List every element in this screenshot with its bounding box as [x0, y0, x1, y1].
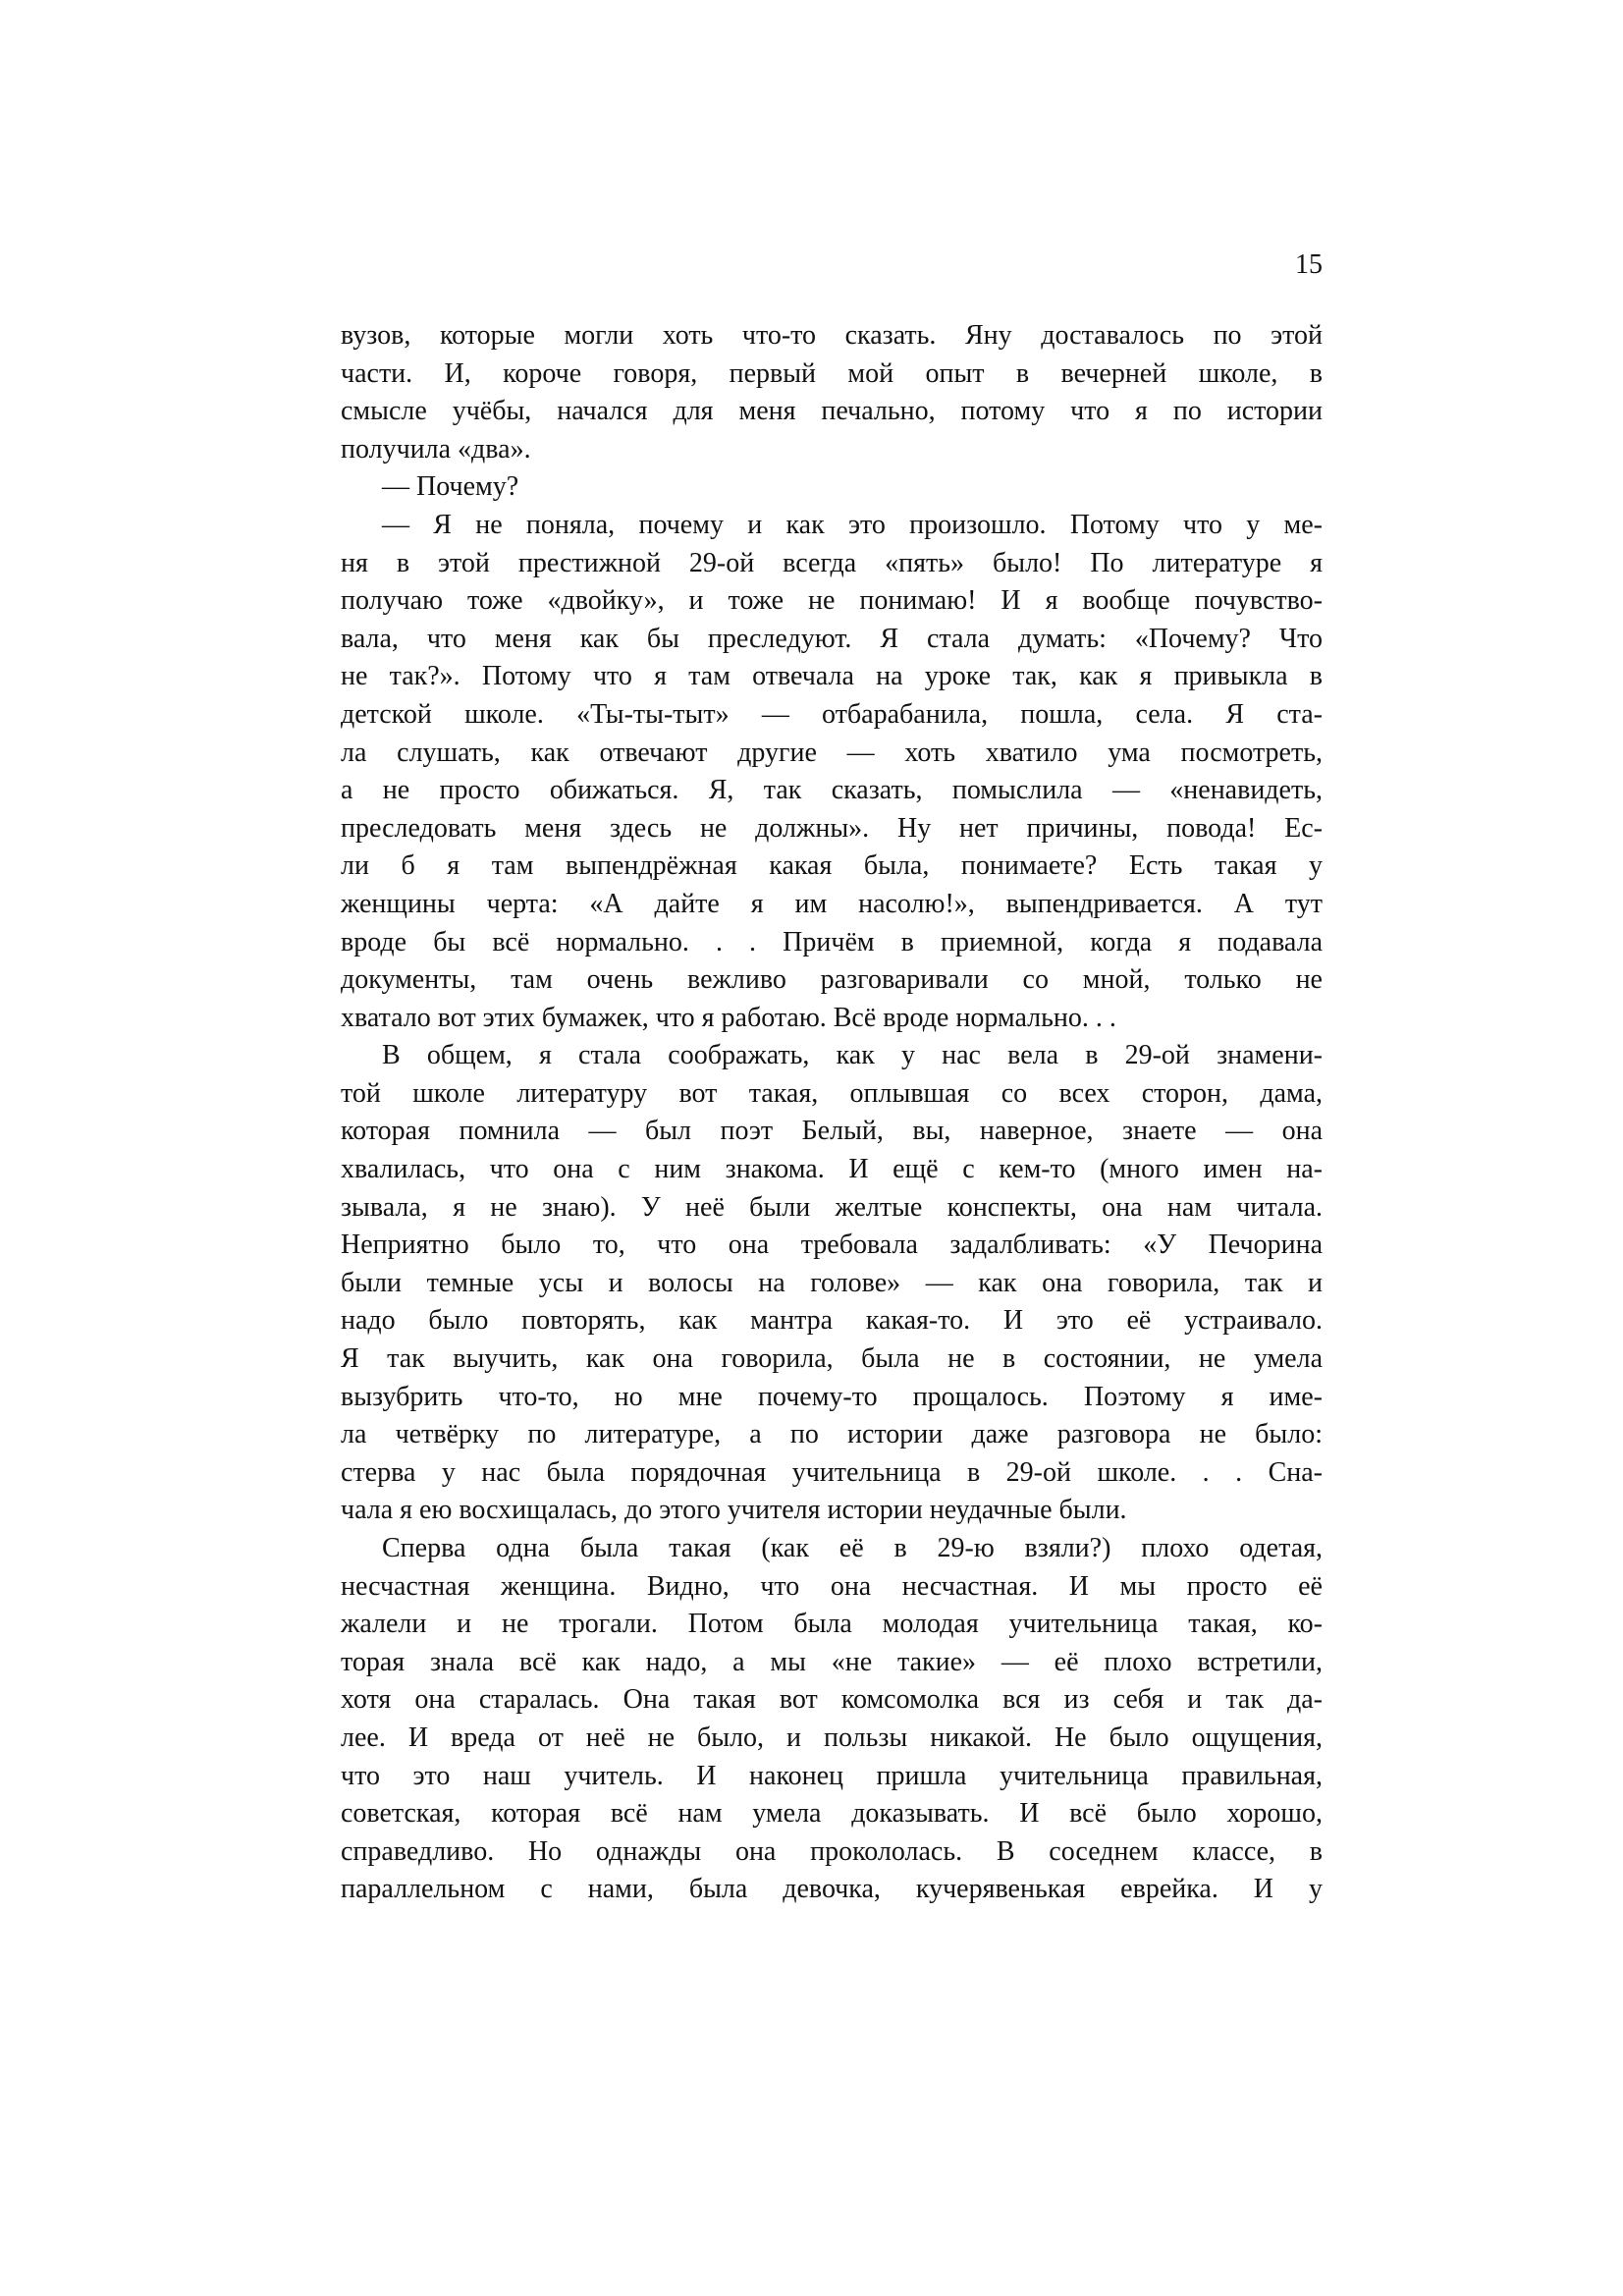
text-line: надо было повторять, как мантра какая-то. И это её устраивало. — [341, 1305, 1323, 1337]
text-line: лее. И вреда от неё не было, и пользы никакой. Не было ощущения, — [341, 1722, 1323, 1753]
text-line: преследовать меня здесь не должны». Ну нет причины, повода! Ес- — [341, 812, 1323, 844]
text-line: документы, там очень вежливо разговаривали со мной, только не — [341, 964, 1323, 996]
text-line: Сперва одна была такая (как её в 29-ю взяли?) плохо одетая, — [382, 1533, 1323, 1563]
text-line: Неприятно было то, что она требовала задалбливать: «У Печорина — [341, 1230, 1323, 1261]
text-line: вроде бы всё нормально. . . Причём в приемной, когда я подавала — [341, 926, 1323, 957]
text-line: стерва у нас была порядочная учительница в 29-ой школе. . . Сна- — [341, 1456, 1323, 1488]
text-line: Я так выучить, как она говорила, была не в состоянии, не умела — [341, 1343, 1323, 1375]
text-line: вузов, которые могли хоть что-то сказать. Яну доставалось по этой — [341, 320, 1323, 351]
text-line: детской школе. «Ты-ты-тыт» — отбарабанила, пошла, села. Я ста- — [341, 698, 1323, 730]
text-line: вызубрить что-то, но мне почему-то прощалось. Поэтому я име- — [341, 1381, 1323, 1412]
text-line: смысле учёбы, начался для меня печально, потому что я по истории — [341, 396, 1323, 427]
page-body — [341, 317, 1323, 1909]
page-number: 15 — [1295, 249, 1323, 280]
text-line: не так?». Потому что я там отвечала на уроке так, как я привыкла в — [341, 661, 1323, 692]
text-line: вала, что меня как бы преследуют. Я стала думать: «Почему? Что — [341, 623, 1323, 654]
text-line: В общем, я стала соображать, как у нас вела в 29-ой знамени- — [382, 1040, 1323, 1071]
text-line: — Почему? — [382, 471, 519, 503]
text-line: параллельном с нами, была девочка, кучерявенькая еврейка. И у — [341, 1874, 1323, 1905]
text-line: — Я не поняла, почему и как это произошло. Потому что у ме- — [382, 509, 1323, 540]
text-line: торая знала всё как надо, а мы «не такие» — её плохо встретили, — [341, 1646, 1323, 1677]
text-line: хватало вот этих бумажек, что я работаю. Всё вроде нормально. . . — [341, 1002, 1116, 1033]
text-line: хотя она старалась. Она такая вот комсомолка вся из себя и так да- — [341, 1684, 1323, 1716]
text-line: которая помнила — был поэт Белый, вы, наверное, знаете — она — [341, 1116, 1323, 1147]
text-line: зывала, я не знаю). У неё были желтые конспекты, она нам читала. — [341, 1191, 1323, 1223]
text-line: справедливо. Но однажды она прокололась. В соседнем классе, в — [341, 1835, 1323, 1867]
text-line: той школе литературу вот такая, оплывшая со всех сторон, дама, — [341, 1077, 1323, 1109]
text-line: получаю тоже «двойку», и тоже не понимаю! И я вообще почувство- — [341, 585, 1323, 617]
text-line: несчастная женщина. Видно, что она несчастная. И мы просто её — [341, 1570, 1323, 1602]
text-line: женщины черта: «А дайте я им насолю!», выпендривается. А тут — [341, 888, 1323, 919]
text-line: ла четвёрку по литературе, а по истории даже разговора не было: — [341, 1419, 1323, 1450]
text-line: что это наш учитель. И наконец пришла учительница правильная, — [341, 1760, 1323, 1791]
text-line: жалели и не трогали. Потом была молодая учительница такая, ко- — [341, 1609, 1323, 1640]
text-line: части. И, короче говоря, первый мой опыт в вечерней школе, в — [341, 357, 1323, 389]
text-line: были темные усы и волосы на голове» — как она говорила, так и — [341, 1267, 1323, 1298]
text-line: советская, которая всё нам умела доказывать. И всё было хорошо, — [341, 1798, 1323, 1830]
text-line: чала я ею восхищалась, до этого учителя истории неудачные были. — [341, 1495, 1127, 1526]
text-line: ли б я там выпендрёжная какая была, понимаете? Есть такая у — [341, 850, 1323, 882]
text-line: получила «два». — [341, 433, 531, 465]
text-line: ня в этой престижной 29-ой всегда «пять» было! По литературе я — [341, 547, 1323, 578]
text-line: ла слушать, как отвечают другие — хоть хватило ума посмотреть, — [341, 737, 1323, 768]
text-line: а не просто обижаться. Я, так сказать, помыслила — «ненавидеть, — [341, 775, 1323, 806]
text-line: хвалилась, что она с ним знакома. И ещё с кем-то (много имен на- — [341, 1154, 1323, 1185]
